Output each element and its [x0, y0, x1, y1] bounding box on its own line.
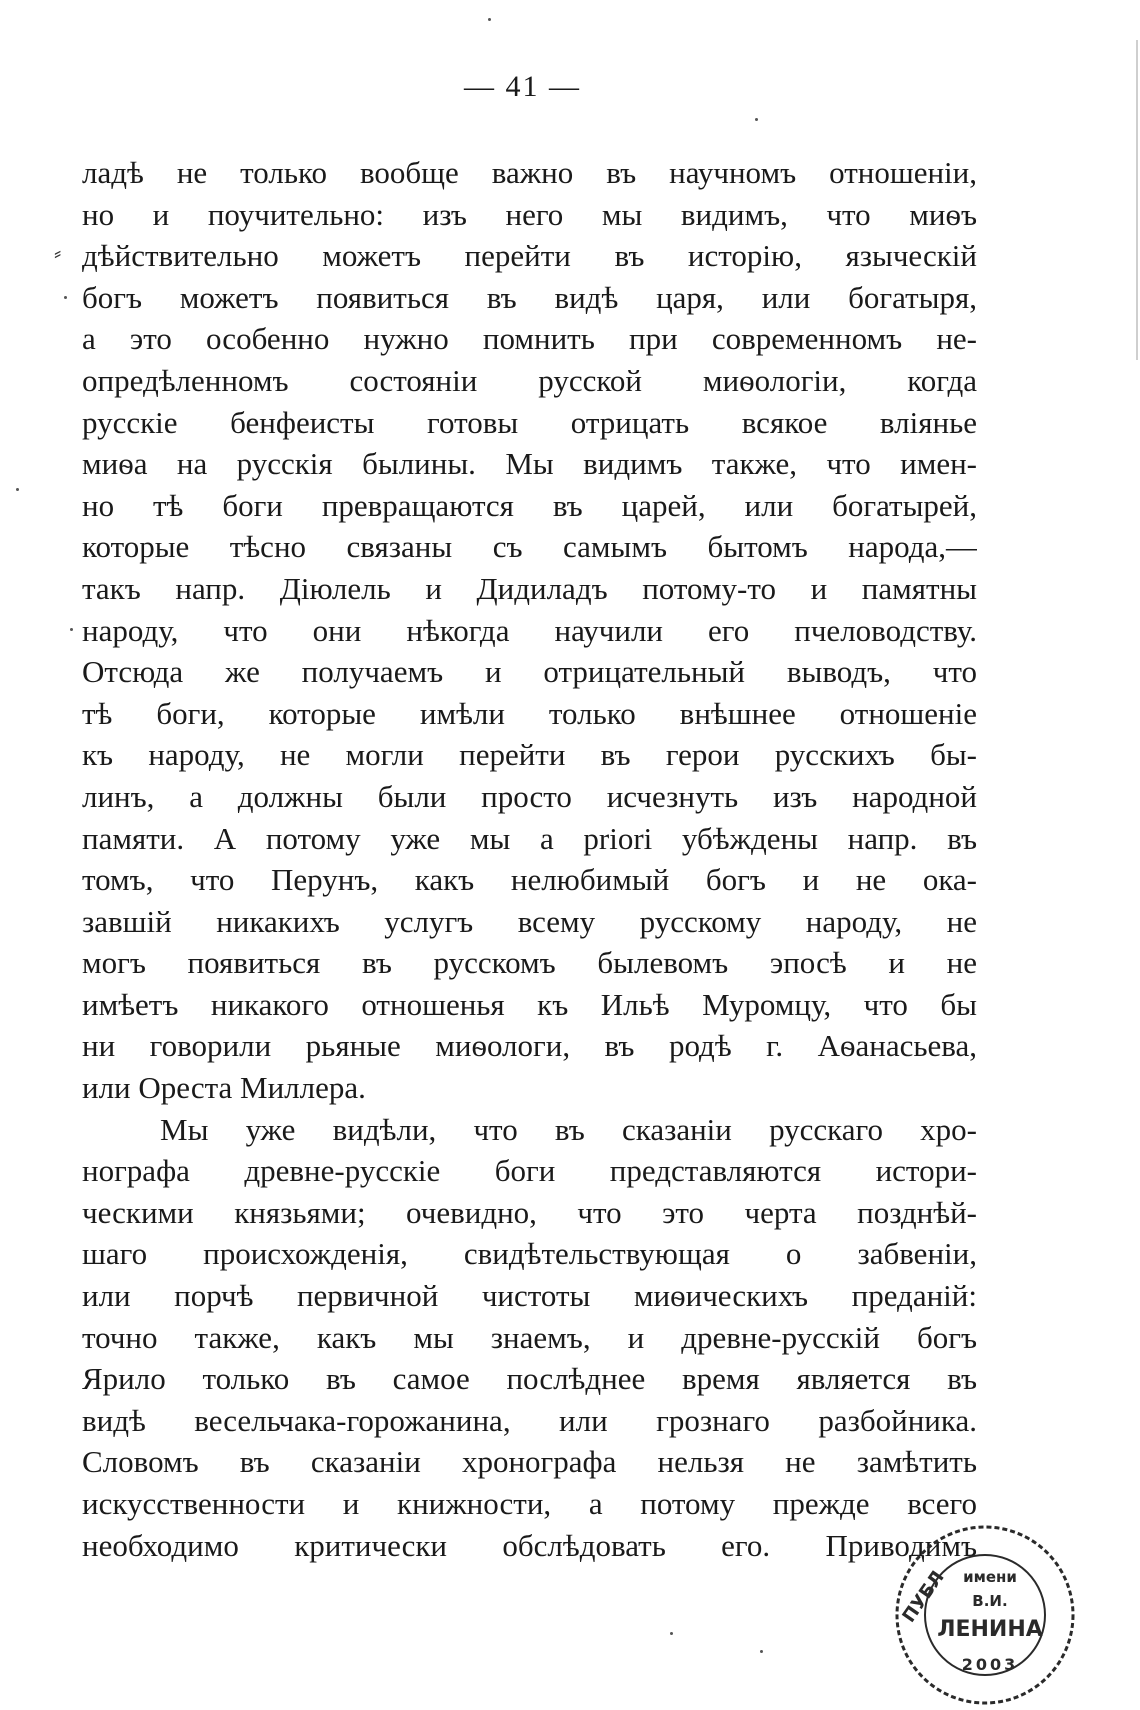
- margin-mark: ⸗: [54, 240, 62, 265]
- text-line: нографа древне-русскіе боги представляются истори-: [82, 1153, 977, 1189]
- stamp-text-line3: ЛЕНИНА: [937, 1617, 1043, 1642]
- margin-dot: [70, 628, 73, 631]
- text-line: Отсюда же получаемъ и отрицательный выводъ, что: [82, 654, 977, 690]
- text-line: шаго происхожденія, свидѣтельствующая о забвеніи,: [82, 1236, 977, 1272]
- text-line: ладѣ не только вообще важно въ научномъ отношеніи,: [82, 155, 977, 190]
- text-line: линъ, а должны были просто исчезнуть изъ народной: [82, 778, 977, 814]
- print-speck: [755, 118, 758, 121]
- stamp-text-line2: В.И.: [972, 1592, 1008, 1610]
- text-line: но тѣ боги превращаются въ царей, или богатырей,: [82, 487, 977, 523]
- text-line: Мы уже видѣли, что въ сказаніи русскаго хро-: [160, 1111, 977, 1147]
- text-line: завшій никакихъ услугъ всему русскому народу, не: [82, 903, 977, 939]
- text-line: Словомъ въ сказаніи хронографа нельзя не замѣтить: [82, 1444, 977, 1480]
- text-line: къ народу, не могли перейти въ герои русскихъ бы-: [82, 737, 977, 773]
- text-line: необходимо критически обслѣдовать его. Приводимъ: [82, 1527, 977, 1563]
- text-line: опредѣленномъ состояніи русской миѳологіи, когда: [82, 362, 977, 398]
- text-line: или Ореста Миллера.: [82, 1070, 366, 1106]
- text-line: но и поучительно: изъ него мы видимъ, что миѳъ: [82, 196, 977, 232]
- text-line: которые тѣсно связаны съ самымъ бытомъ народа,—: [82, 529, 977, 565]
- stamp-text-bottom: 2003: [961, 1655, 1019, 1674]
- text-line: имѣетъ никакого отношенья къ Ильѣ Муромцу, что бы: [82, 986, 977, 1022]
- print-speck: [760, 1650, 763, 1653]
- text-line: томъ, что Перунъ, какъ нелюбимый богъ и не ока-: [82, 862, 977, 898]
- library-stamp: [890, 1520, 1080, 1710]
- text-line: ческими князьями; очевидно, что это черта позднѣй-: [82, 1194, 977, 1230]
- text-line: ни говорили рьяные миѳологи, въ родѣ г. Аѳанасьева,: [82, 1028, 977, 1064]
- body-text: [82, 152, 977, 1566]
- text-line: точно также, какъ мы знаемъ, и древне-русскій богъ: [82, 1319, 977, 1355]
- text-line: дѣйствительно можетъ перейти въ исторію, языческій: [82, 238, 977, 274]
- stamp-text-top: ПУБЛ: [898, 1567, 949, 1627]
- text-line: а это особенно нужно помнить при современномъ не-: [82, 321, 977, 357]
- print-speck: [488, 18, 491, 21]
- text-line: памяти. А потому уже мы a priori убѣждены напр. въ: [82, 820, 977, 856]
- page-edge-shadow: [1136, 40, 1138, 360]
- text-line: миѳа на русскія былины. Мы видимъ также, что имен-: [82, 446, 977, 482]
- text-line: искусственности и книжности, а потому прежде всего: [82, 1486, 977, 1521]
- text-line: богъ можетъ появиться въ видѣ царя, или богатыря,: [82, 279, 977, 315]
- text-line: тѣ боги, которые имѣли только внѣшнее отношеніе: [82, 695, 977, 731]
- text-line: могъ появиться въ русскомъ былевомъ эпосѣ и не: [82, 945, 977, 981]
- margin-dot: [16, 488, 19, 491]
- text-line: такъ напр. Діюлель и Дидиладъ потому-то и памятны: [82, 570, 977, 606]
- margin-dot: [64, 296, 67, 299]
- print-speck: [670, 1632, 673, 1635]
- text-line: народу, что они нѣкогда научили его пчеловодству.: [82, 612, 977, 648]
- text-line: видѣ весельчака-горожанина, или грознаго разбойника.: [82, 1402, 977, 1438]
- text-line: Ярило только въ самое послѣднее время является въ: [82, 1361, 977, 1397]
- text-line: русскіе бенфеисты готовы отрицать всякое вліянье: [82, 404, 977, 440]
- stamp-text-line1: имени: [963, 1568, 1017, 1586]
- text-line: или порчѣ первичной чистоты миѳическихъ преданій:: [82, 1278, 977, 1314]
- page-number: — 41 —: [464, 70, 581, 103]
